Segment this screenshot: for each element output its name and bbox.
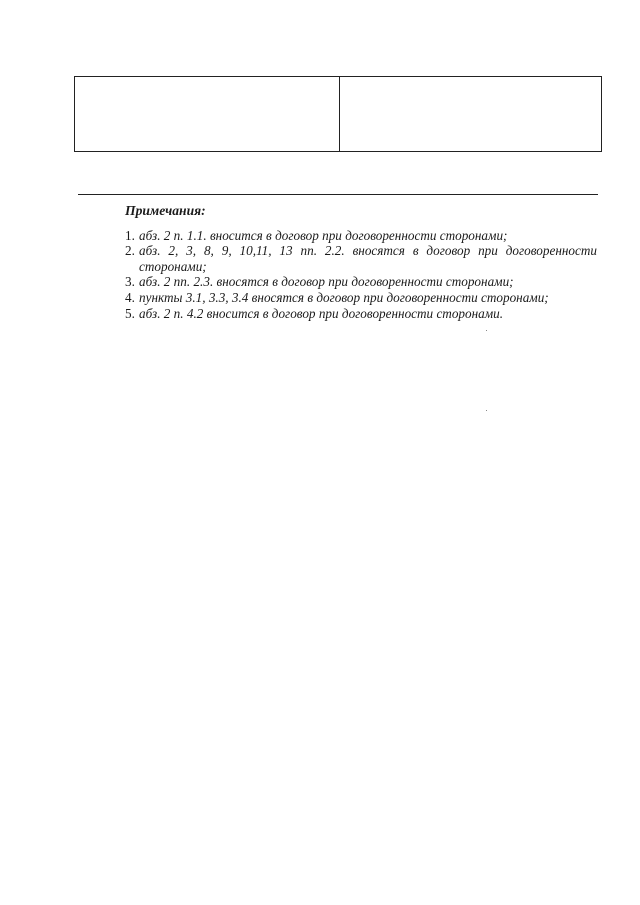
signature-cell-right — [340, 77, 601, 151]
note-number: 5. — [125, 305, 135, 321]
notes-list — [125, 228, 597, 322]
signature-table — [74, 76, 602, 152]
scan-speck — [486, 330, 487, 331]
note-item — [125, 228, 597, 244]
note-item — [125, 243, 597, 274]
note-number: 4. — [125, 289, 135, 305]
footnote-divider — [78, 194, 598, 195]
note-text: абз. 2 пп. 2.3. вносятся в договор при договоренности сторонами; — [139, 274, 514, 290]
note-text: пункты 3.1, 3.3, 3.4 вносятся в договор при договоренности сторонами; — [139, 289, 549, 305]
signature-cell-left — [75, 77, 340, 151]
note-item — [125, 274, 597, 290]
note-number: 2. — [125, 243, 135, 259]
note-text: абз. 2 п. 1.1. вносится в договор при договоренности сторонами; — [139, 227, 508, 243]
note-number: 3. — [125, 274, 135, 290]
scan-speck — [486, 410, 487, 411]
note-text: абз. 2 п. 4.2 вносится в договор при договоренности сторонами. — [139, 305, 504, 321]
notes-section — [125, 203, 597, 321]
note-text: абз. 2, 3, 8, 9, 10,11, 13 пп. 2.2. вносятся в договор при договоренности сторонами; — [139, 243, 597, 274]
notes-title: Примечания: — [125, 203, 206, 218]
note-number: 1. — [125, 227, 135, 243]
note-item — [125, 290, 597, 306]
note-item — [125, 306, 597, 322]
